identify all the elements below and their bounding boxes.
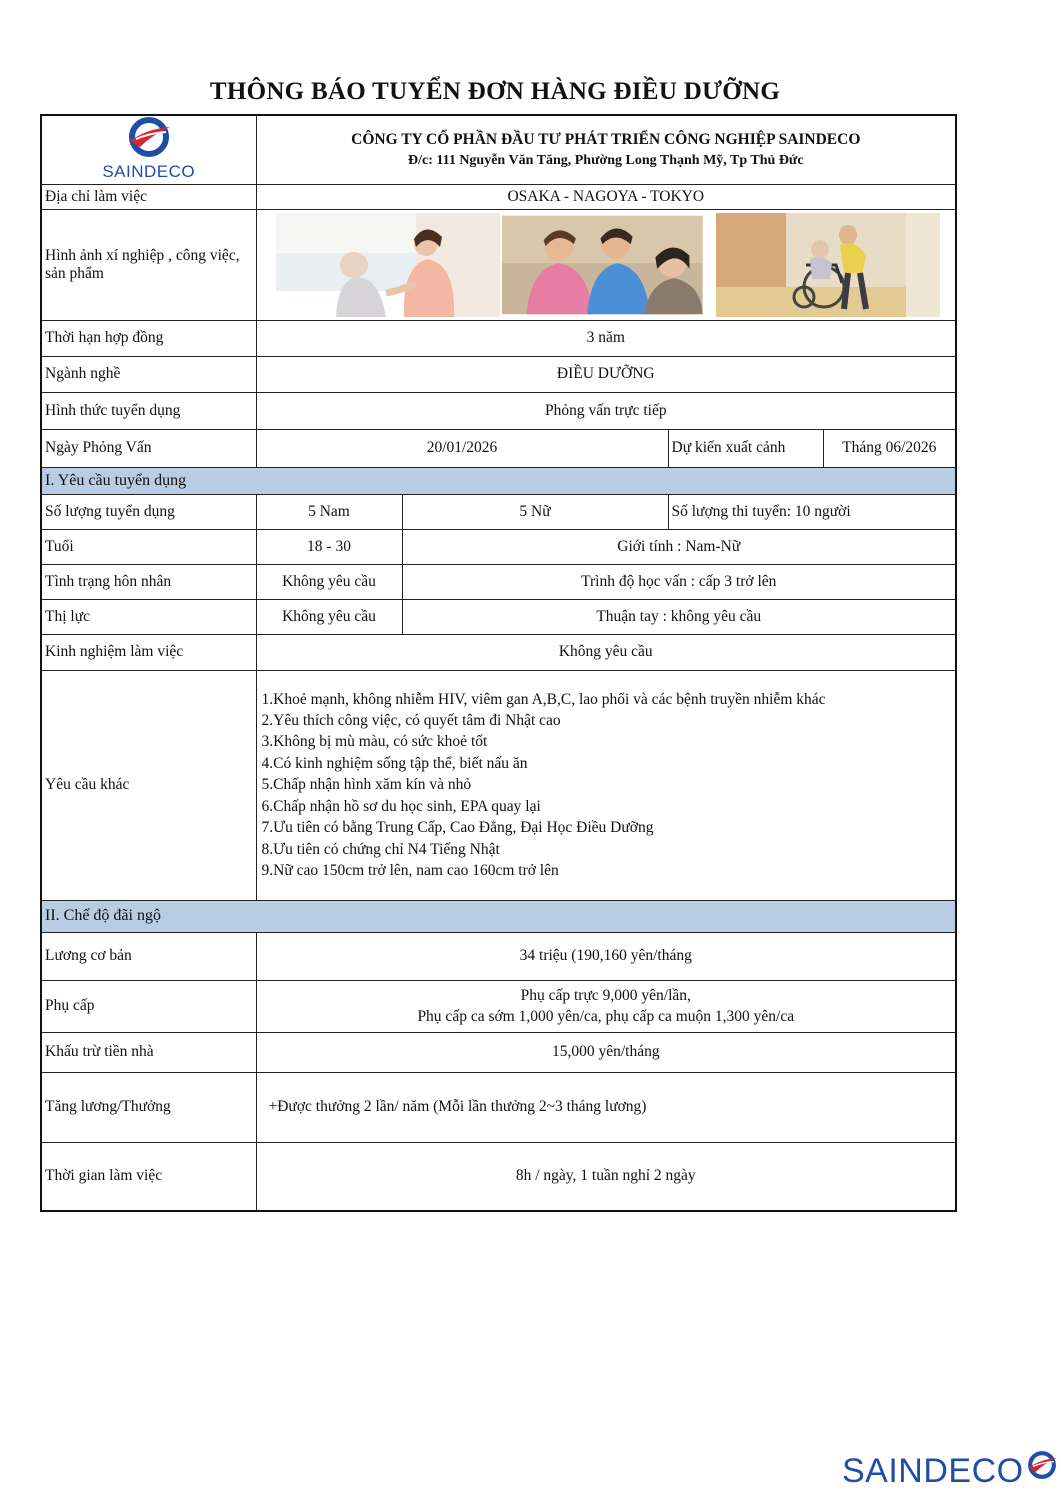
work-location-label: Địa chỉ làm việc xyxy=(41,184,256,209)
requirement-item: 7.Ưu tiên có bằng Trung Cấp, Cao Đẳng, Đại Học Điều Dưỡng xyxy=(261,819,654,837)
other-requirements-cell xyxy=(256,670,956,900)
requirement-item: 9.Nữ cao 150cm trở lên, nam cao 160cm trở lên xyxy=(261,861,559,879)
age-label: Tuổi xyxy=(41,529,256,564)
images-label: Hình ảnh xí nghiệp , công việc, sản phẩm xyxy=(41,209,256,320)
requirement-item: 2.Yêu thích công việc, có quyết tâm đi Nhật cao xyxy=(261,712,561,730)
saindeco-logo xyxy=(102,117,195,182)
bonus-label: Tăng lương/Thưởng xyxy=(41,1072,256,1142)
section-benefits-title: II. Chế độ đãi ngộ xyxy=(41,900,956,932)
hours-label: Thời gian làm việc xyxy=(41,1142,256,1211)
company-address: Đ/c: 111 Nguyễn Văn Tăng, Phường Long Thạnh Mỹ, Tp Thủ Đức xyxy=(407,152,804,168)
occupation-label: Ngành nghề xyxy=(41,356,256,392)
quantity-female: 5 Nữ xyxy=(402,494,668,529)
education-value: Trình độ học vấn : cấp 3 trở lên xyxy=(402,564,956,599)
logo-cell xyxy=(41,115,256,184)
marital-label: Tình trạng hôn nhân xyxy=(41,564,256,599)
logo-text: SAINDECO xyxy=(102,162,196,182)
saindeco-emblem-icon xyxy=(1026,1450,1058,1480)
other-requirements-list xyxy=(260,689,953,882)
eyesight-label: Thị lực xyxy=(41,599,256,634)
recruit-form-label: Hình thức tuyển dụng xyxy=(41,392,256,429)
salary-value: 34 triệu (190,160 yên/tháng xyxy=(256,932,956,980)
footer-logo xyxy=(842,1452,1058,1491)
experience-label: Kinh nghiệm làm việc xyxy=(41,634,256,670)
occupation-value: ĐIỀU DƯỠNG xyxy=(256,356,956,392)
page-title: THÔNG BÁO TUYỂN ĐƠN HÀNG ĐIỀU DƯỠNG xyxy=(209,78,781,105)
company-name: CÔNG TY CỔ PHẦN ĐẦU TƯ PHÁT TRIỂN CÔNG NGHIỆP SAINDECO xyxy=(351,130,861,148)
departure-value: Tháng 06/2026 xyxy=(823,429,956,467)
age-value: 18 - 30 xyxy=(256,529,402,564)
quantity-male: 5 Nam xyxy=(256,494,402,529)
marital-value: Không yêu cầu xyxy=(256,564,402,599)
allowance-value xyxy=(256,980,956,1032)
requirement-item: 8.Ưu tiên có chứng chỉ N4 Tiếng Nhật xyxy=(261,840,500,858)
footer-logo-text: SAINDECO xyxy=(842,1452,1024,1490)
hours-value: 8h / ngày, 1 tuần nghỉ 2 ngày xyxy=(256,1142,956,1211)
contract-value: 3 năm xyxy=(256,320,956,356)
interview-date-value: 20/01/2026 xyxy=(256,429,668,467)
interview-date-label: Ngày Phỏng Vấn xyxy=(41,429,256,467)
requirement-item: 5.Chấp nhận hình xăm kín và nhỏ xyxy=(261,776,472,794)
quantity-label: Số lượng tuyển dụng xyxy=(41,494,256,529)
wheelchair-photo xyxy=(716,213,940,317)
work-location-value: OSAKA - NAGOYA - TOKYO xyxy=(256,184,956,209)
housing-value: 15,000 yên/tháng xyxy=(256,1032,956,1072)
experience-value: Không yêu cầu xyxy=(256,634,956,670)
allowance-line: Phụ cấp trực 9,000 yên/lần, xyxy=(520,987,691,1004)
images-cell xyxy=(256,209,956,320)
departure-label: Dự kiến xuất cảnh xyxy=(668,429,823,467)
recruit-form-value: Phỏng vấn trực tiếp xyxy=(256,392,956,429)
handedness-value: Thuận tay : không yêu cầu xyxy=(402,599,956,634)
allowance-label: Phụ cấp xyxy=(41,980,256,1032)
bonus-value: +Được thưởng 2 lần/ năm (Mỗi lần thưởng 2~3 tháng lương) xyxy=(256,1072,956,1142)
salary-label: Lương cơ bản xyxy=(41,932,256,980)
contract-label: Thời hạn hợp đồng xyxy=(41,320,256,356)
requirement-item: 6.Chấp nhận hồ sơ du học sinh, EPA quay lại xyxy=(261,797,541,815)
quantity-total: Số lượng thi tuyển: 10 người xyxy=(668,494,956,529)
other-requirements-label: Yêu cầu khác xyxy=(41,670,256,900)
eyesight-value: Không yêu cầu xyxy=(256,599,402,634)
company-header xyxy=(256,115,956,184)
saindeco-emblem-icon xyxy=(126,117,172,157)
requirement-item: 1.Khoẻ mạnh, không nhiễm HIV, viêm gan A,B,C, lao phổi và các bệnh truyền nhiễm khác xyxy=(261,690,826,708)
requirement-item: 3.Không bị mù màu, có sức khoẻ tốt xyxy=(261,733,488,751)
section-requirements-title: I. Yêu cầu tuyển dụng xyxy=(41,467,956,494)
nurse-patient-photo xyxy=(276,213,500,317)
requirement-item: 4.Có kinh nghiệm sống tập thể, biết nấu ăn xyxy=(261,754,528,772)
housing-label: Khấu trừ tiền nhà xyxy=(41,1032,256,1072)
care-staff-photo xyxy=(502,213,714,317)
gender-value: Giới tính : Nam-Nữ xyxy=(402,529,956,564)
recruitment-table xyxy=(40,114,957,1212)
allowance-line: Phụ cấp ca sớm 1,000 yên/ca, phụ cấp ca muộn 1,300 yên/ca xyxy=(417,1008,795,1025)
